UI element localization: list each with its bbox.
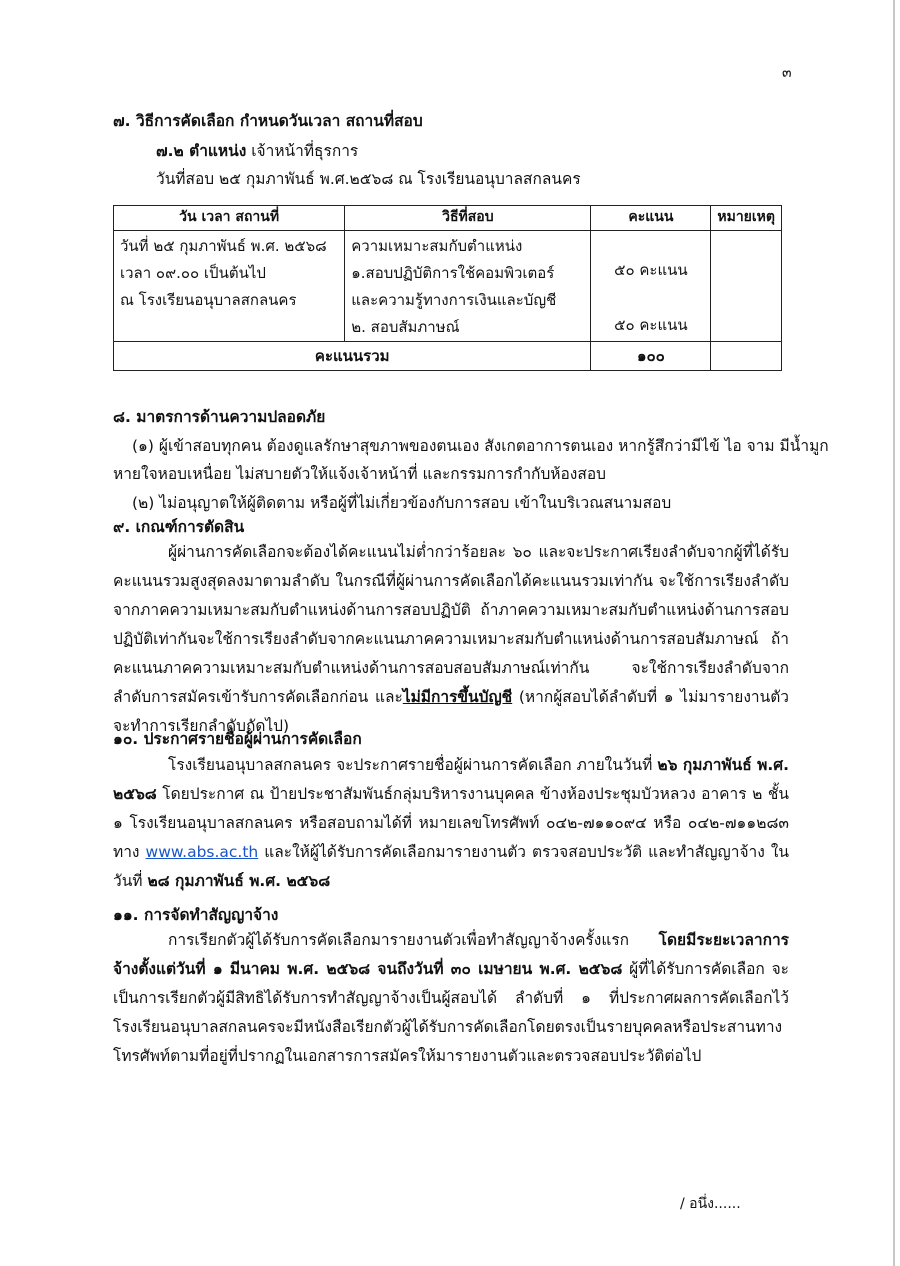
score-practical: ๕๐ คะแนน [614, 261, 688, 279]
section-7-heading: ๗. วิธีการคัดเลือก กำหนดวันเวลา สถานที่สอบ [113, 112, 423, 130]
criteria-text: ผู้ผ่านการคัดเลือกจะต้องได้คะแนนไม่ต่ำกว่าร้อยละ ๖๐ และจะประกาศเรียงลำดับจากผู้ที่ได้รับคะแนนรวมสูงสุดลงมาตามลำดับ ในกรณีที่ผู้ผ่านการคัดเลือกได้คะแนนรวมเท่ากัน จะใช้การเรียงลำดับจากภาคความเหมาะสมกับตำแหน่งด้านการสอบปฏิบัติ ถ้าภาคความเหมาะสมกับตำแหน่งด้านการสอบปฏิบัติเท่ากันจะใช้การเรียงลำดับจากคะแนนภาคความเหมาะสมกับตำแหน่งด้านการสอบสัมภาษณ์ ถ้าคะแนนภาคความเหมาะสมกับตำแหน่งด้านการสอบสอบสัมภาษณ์เท่ากัน จะใช้การเรียงลำดับจากลำดับการสมัครเข้ารับการคัดเลือกก่อน และ [113, 543, 789, 706]
announcement-paragraph [113, 751, 789, 896]
total-label: คะแนนรวม [114, 342, 591, 371]
safety-item-2: (๒) ไม่อนุญาตให้ผู้ติดตาม หรือผู้ที่ไม่เกี่ยวข้องกับการสอบ เข้าในบริเวณสนามสอบ [132, 494, 672, 512]
exam-method-cell [345, 231, 591, 342]
table-header-cell: คะแนน [591, 206, 711, 231]
remark-cell [711, 231, 782, 342]
page-number: ๓ [782, 65, 792, 81]
cell-line: ความเหมาะสมกับตำแหน่ง [351, 237, 523, 255]
contract-text-2: ผู้ที่ได้รับการคัดเลือก จะเป็นการเรียกตัวผู้มีสิทธิได้รับการทำสัญญาจ้างเป็นผู้สอบได้ ลำดับที่ ๑ ที่ประกาศผลการคัดเลือกไว้ โรงเรียนอนุบาลสกลนครจะมีหนังสือเรียกตัวผู้ได้รับการคัดเลือกโดยตรงเป็นรายบุคคลหรือประสานทางโทรศัพท์ตามที่อยู่ที่ปรากฏในเอกสารการสมัครให้มารายงานตัวและตรวจสอบประวัติต่อไป [113, 960, 789, 1065]
website-link[interactable]: www.abs.ac.th [145, 843, 259, 861]
cell-line: วันที่ ๒๕ กุมภาพันธ์ พ.ศ. ๒๕๖๘ [120, 237, 327, 255]
criteria-note: (หากผู้สอบได้ลำดับที่ ๑ ไม่มารายงานตัว จะทำการเรียกลำดับถัดไป) [113, 688, 789, 735]
exam-schedule-table [113, 205, 782, 371]
cell-line: ณ โรงเรียนอนุบาลสกลนคร [120, 291, 297, 309]
position-label: ๗.๒ ตำแหน่ง [156, 142, 247, 160]
no-waiting-list-text: ไม่มีการขึ้นบัญชี [402, 688, 513, 706]
score-cell [591, 231, 711, 342]
total-remark-cell [711, 342, 782, 371]
contract-paragraph [113, 926, 789, 1071]
announce-text-1: โรงเรียนอนุบาลสกลนคร จะประกาศรายชื่อผู้ผ่านการคัดเลือก ภายในวันที่ [168, 756, 658, 774]
section-8-heading: ๘. มาตรการด้านความปลอดภัย [113, 408, 326, 426]
table-header-cell: หมายเหตุ [711, 206, 782, 231]
section-10-heading: ๑๐. ประกาศรายชื่อผู้ผ่านการคัดเลือก [113, 730, 362, 748]
continued-marker: / อนึ่ง...... [680, 1196, 741, 1212]
datetime-place-cell [114, 231, 345, 342]
cell-line: ๒. สอบสัมภาษณ์ [351, 318, 460, 336]
total-value: ๑๐๐ [591, 342, 711, 371]
cell-line: และความรู้ทางการเงินและบัญชี [351, 291, 557, 309]
safety-item-1-line-2: หายใจหอบเหนื่อย ไม่สบายตัวให้แจ้งเจ้าหน้าที่ และกรรมการกำกับห้องสอบ [113, 465, 606, 483]
report-date: ๒๘ กุมภาพันธ์ พ.ศ. ๒๕๖๘ [147, 872, 331, 890]
section-11-heading: ๑๑. การจัดทำสัญญาจ้าง [113, 906, 279, 924]
announce-text-2: โดยประกาศ ณ ป้ายประชาสัมพันธ์กลุ่มบริหารงานบุคคล ข้างห้องประชุมบัวหลวง อาคาร ๒ ชั้น ๑ โรงเรียนอนุบาลสกลนคร หรือสอบถามได้ที่ หมายเลขโทรศัพท์ ๐๔๒-๗๑๑๐๙๔ หรือ ๐๔๒-๗๑๑๒๘๓ ทาง [113, 785, 789, 861]
judging-criteria-paragraph [113, 538, 789, 741]
announce-date: ๒๖ กุมภาพันธ์ พ.ศ. ๒๕๖๘ [113, 756, 789, 803]
table-header-row [114, 206, 782, 231]
announce-text-3: และให้ผู้ได้รับการคัดเลือกมารายงานตัว ตรวจสอบประวัติ และทำสัญญาจ้าง ในวันที่ [113, 843, 789, 890]
exam-date-line: วันที่สอบ ๒๕ กุมภาพันธ์ พ.ศ.๒๕๖๘ ณ โรงเรียนอนุบาลสกลนคร [156, 170, 581, 188]
section-9-heading: ๙. เกณฑ์การตัดสิน [113, 518, 245, 536]
contract-text-1: การเรียกตัวผู้ได้รับการคัดเลือกมารายงานตัวเพื่อทำสัญญาจ้างครั้งแรก [168, 931, 659, 949]
table-row [114, 231, 782, 342]
cell-line: ๑.สอบปฏิบัติการใช้คอมพิวเตอร์ [351, 264, 555, 282]
cell-line: เวลา ๐๙.๐๐ เป็นต้นไป [120, 264, 266, 282]
safety-item-1-line-1: (๑) ผู้เข้าสอบทุกคน ต้องดูแลรักษาสุขภาพของตนเอง สังเกตอาการตนเอง หากรู้สึกว่ามีไข้ ไอ จาม มีน้ำมูก [132, 437, 829, 455]
table-header-cell: วัน เวลา สถานที่ [114, 206, 345, 231]
table-total-row [114, 342, 782, 371]
contract-period: โดยมีระยะเวลาการจ้างตั้งแต่วันที่ ๑ มีนาคม พ.ศ. ๒๕๖๘ จนถึงวันที่ ๓๐ เมษายน พ.ศ. ๒๕๖๘ [113, 931, 789, 978]
section-7-2-position [156, 138, 358, 163]
page-edge-line [893, 0, 895, 1266]
table-header-cell: วิธีที่สอบ [345, 206, 591, 231]
score-interview: ๕๐ คะแนน [614, 316, 688, 334]
position-title: เจ้าหน้าที่ธุรการ [246, 142, 359, 160]
